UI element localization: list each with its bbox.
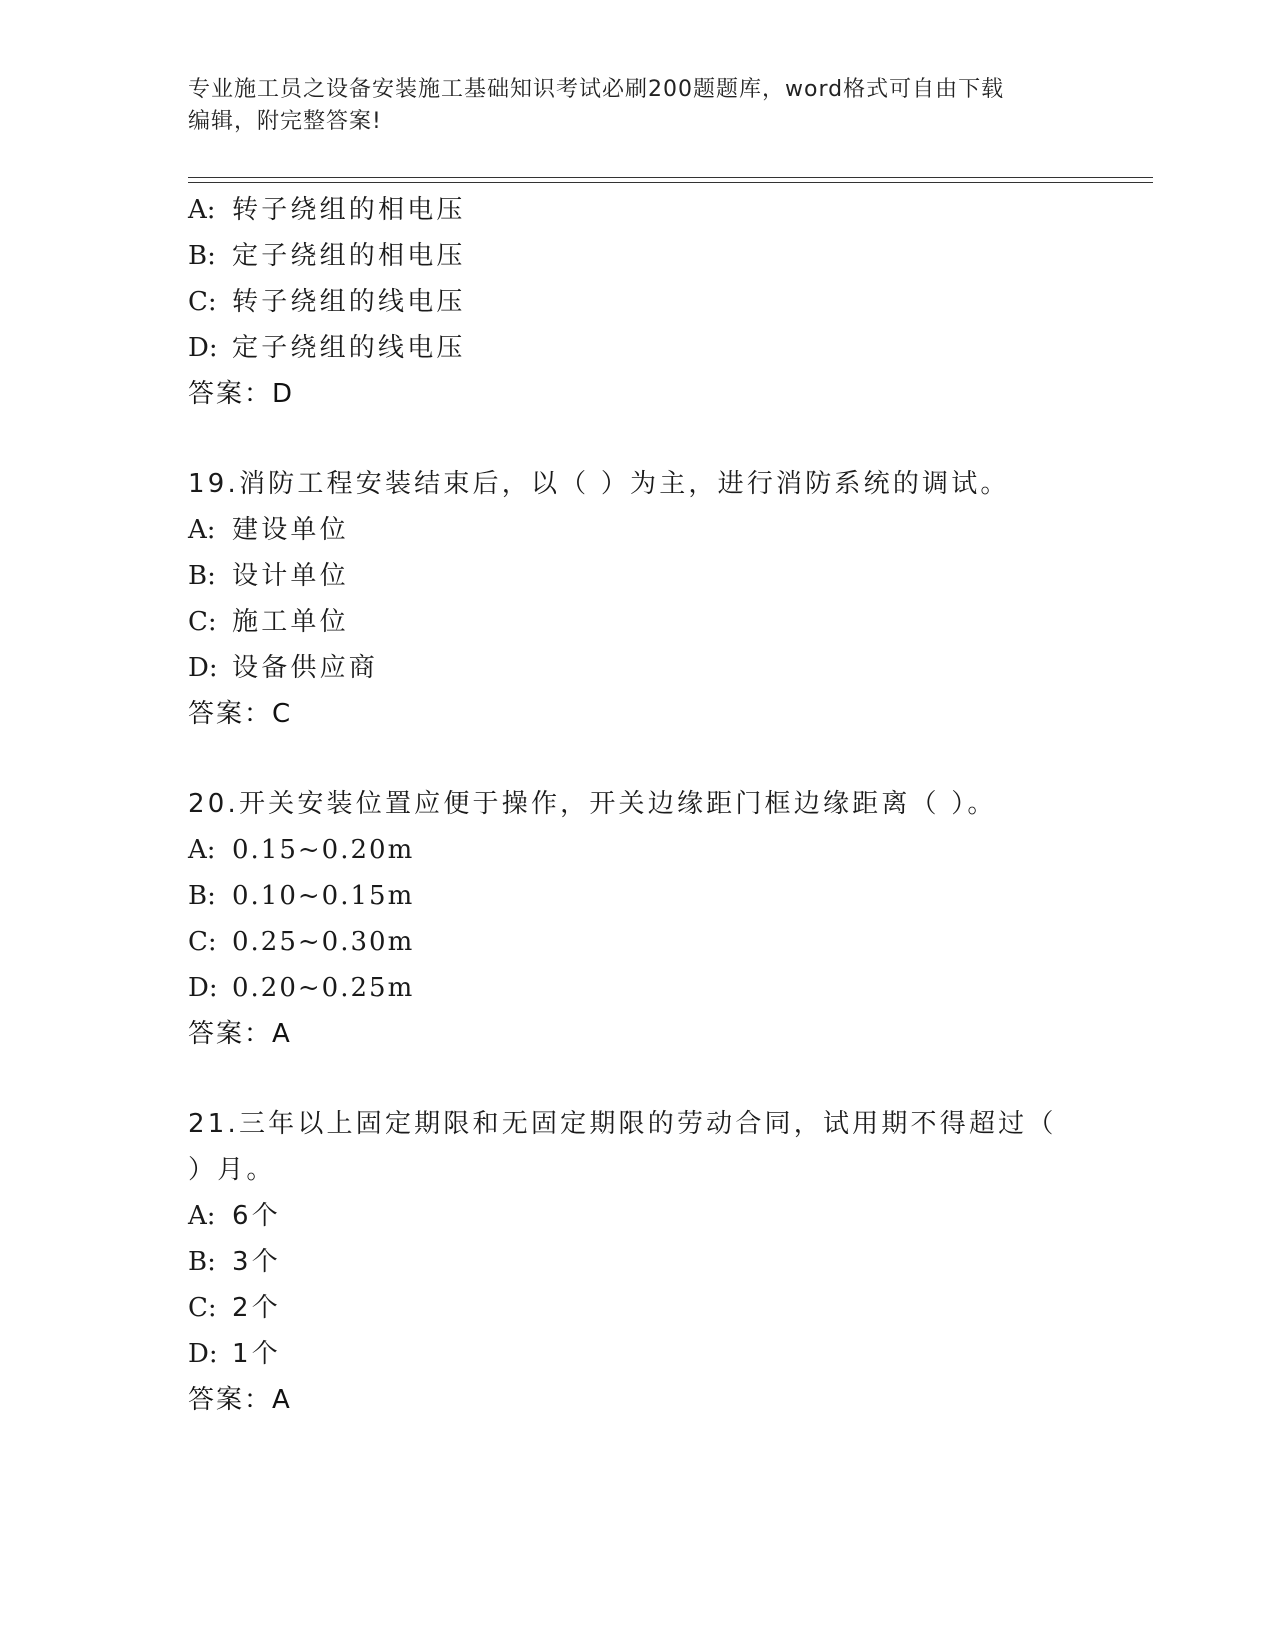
question-19 [188,461,1148,737]
answer-label: 答案： [188,699,273,729]
question-20 [188,781,1148,1057]
option-text: 0.25~0.30m [232,927,415,957]
option-d [188,325,1148,371]
document-title-line-2: 编辑，附完整答案! [188,109,382,134]
question-stem: 19.消防工程安装结束后，以（ ）为主，进行消防系统的调试。 [188,469,1010,499]
option-text: 施工单位 [232,607,349,637]
question-18-continued [188,187,1148,417]
answer-line [188,1377,1148,1423]
question-stem: 21.三年以上固定期限和无固定期限的劳动合同，试用期不得超过（ [188,1109,1057,1139]
option-letter: A: [188,515,216,545]
option-a [188,827,1148,873]
answer-line [188,691,1148,737]
option-letter: C: [188,607,217,637]
option-letter: A: [188,1201,216,1231]
option-letter: C: [188,1293,217,1323]
option-a [188,187,1148,233]
option-text: 0.10~0.15m [232,881,415,911]
option-text: 0.15~0.20m [232,835,415,865]
option-letter: D: [188,333,218,363]
option-text: 3个 [232,1247,281,1277]
option-text: 转子绕组的线电压 [232,287,466,317]
option-letter: C: [188,927,217,957]
option-letter: C: [188,287,217,317]
document-title-line-1: 专业施工员之设备安装施工基础知识考试必刷200题题库，word格式可自由下载 [188,77,1005,102]
question-21 [188,1101,1148,1423]
question-spacer [188,417,1148,461]
option-letter: D: [188,1339,218,1369]
answer-value: D [272,379,293,409]
option-letter: D: [188,653,218,683]
option-d [188,1331,1148,1377]
option-letter: B: [188,881,216,911]
answer-line [188,371,1148,417]
answer-value: C [272,699,291,729]
option-c [188,599,1148,645]
question-spacer [188,737,1148,781]
option-text: 设备供应商 [232,653,379,683]
option-d [188,645,1148,691]
option-letter: D: [188,973,218,1003]
option-a [188,1193,1148,1239]
option-text: 6个 [232,1201,281,1231]
option-a [188,507,1148,553]
header-divider-top [188,177,1153,178]
option-b [188,553,1148,599]
option-letter: A: [188,835,216,865]
question-stem-continued: ）月。 [188,1155,276,1185]
option-c [188,1285,1148,1331]
option-letter: A: [188,195,216,225]
option-b [188,233,1148,279]
option-text: 建设单位 [232,515,349,545]
option-text: 定子绕组的线电压 [232,333,466,363]
question-stem: 20.开关安装位置应便于操作，开关边缘距门框边缘距离（ ）。 [188,789,997,819]
option-text: 1个 [232,1339,281,1369]
question-list [188,187,1148,1423]
answer-label: 答案： [188,1019,273,1049]
option-d [188,965,1148,1011]
question-spacer [188,1057,1148,1101]
option-b [188,1239,1148,1285]
option-letter: B: [188,561,216,591]
option-c [188,279,1148,325]
option-letter: B: [188,1247,216,1277]
option-letter: B: [188,241,216,271]
option-c [188,919,1148,965]
answer-label: 答案： [188,379,273,409]
option-text: 定子绕组的相电压 [232,241,466,271]
answer-value: A [272,1385,290,1415]
option-b [188,873,1148,919]
option-text: 0.20~0.25m [232,973,415,1003]
answer-line [188,1011,1148,1057]
header-divider-bottom [188,182,1153,183]
document-header [188,74,1088,138]
option-text: 转子绕组的相电压 [232,195,466,225]
answer-value: A [272,1019,290,1049]
option-text: 2个 [232,1293,281,1323]
option-text: 设计单位 [232,561,349,591]
answer-label: 答案： [188,1385,273,1415]
